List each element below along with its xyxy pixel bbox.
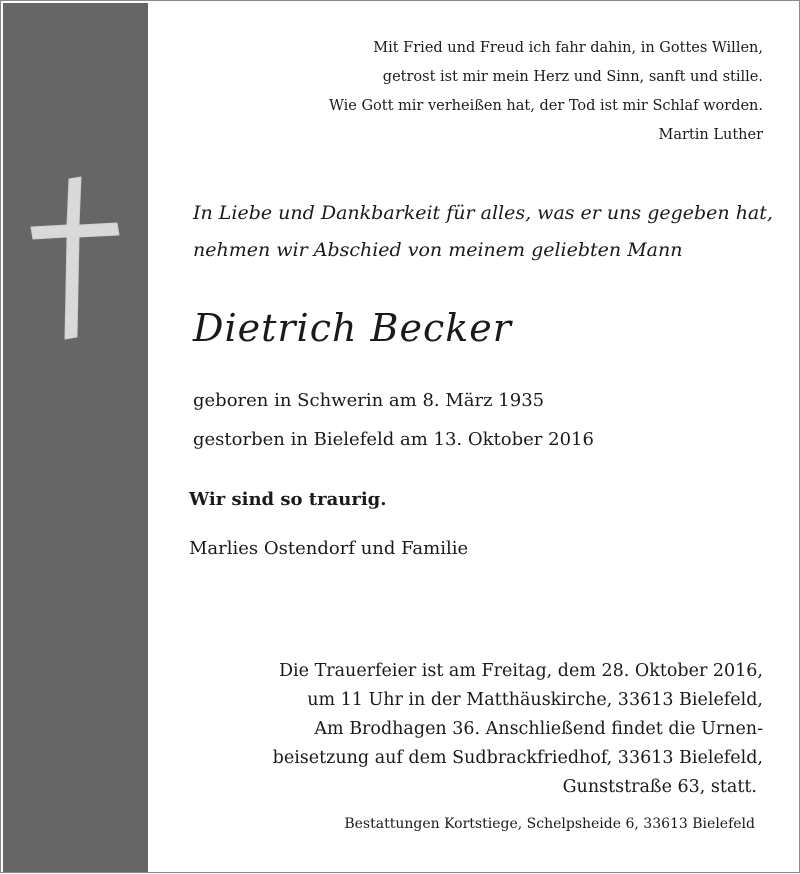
bible-verse — [329, 34, 763, 150]
grey-sidebar — [3, 3, 148, 872]
intro-line-1: In Liebe und Dankbarkeit für alles, was er uns gegeben hat, — [193, 202, 773, 224]
life-dates — [193, 381, 594, 459]
verse-line: getrost ist mir mein Herz und Sinn, sanft und stille. — [382, 69, 763, 85]
verse-author: Martin Luther — [658, 127, 763, 143]
intro-line-2: nehmen wir Abschied von meinem geliebten Mann — [193, 239, 683, 261]
verse-line: Mit Fried und Freud ich fahr dahin, in Gottes Willen, — [373, 40, 763, 56]
deceased-name: Dietrich Becker — [193, 306, 512, 350]
mourning-statement: Wir sind so traurig. — [189, 489, 387, 510]
service-line: Am Brodhagen 36. Anschließend findet die Urnen- — [314, 719, 763, 739]
service-line: Die Trauerfeier ist am Freitag, dem 28. Oktober 2016, — [279, 661, 763, 681]
mourners-names: Marlies Ostendorf und Familie — [189, 538, 469, 559]
funeral-service-info — [273, 657, 763, 802]
service-line: beisetzung auf dem Sudbrackfriedhof, 33613 Bielefeld, — [272, 748, 763, 768]
service-line: um 11 Uhr in der Matthäuskirche, 33613 Bielefeld, — [307, 690, 763, 710]
cross-icon — [29, 175, 121, 341]
service-line: Gunststraße 63, statt. — [562, 777, 757, 797]
intro-text — [193, 195, 773, 269]
main-content — [149, 1, 799, 874]
birth-info: geboren in Schwerin am 8. März 1935 — [193, 390, 545, 411]
death-info: gestorben in Bielefeld am 13. Oktober 2016 — [193, 429, 594, 450]
verse-line: Wie Gott mir verheißen hat, der Tod ist mir Schlaf worden. — [328, 98, 763, 114]
undertaker-info: Bestattungen Kortstiege, Schelpsheide 6, 33613 Bielefeld — [344, 816, 755, 832]
